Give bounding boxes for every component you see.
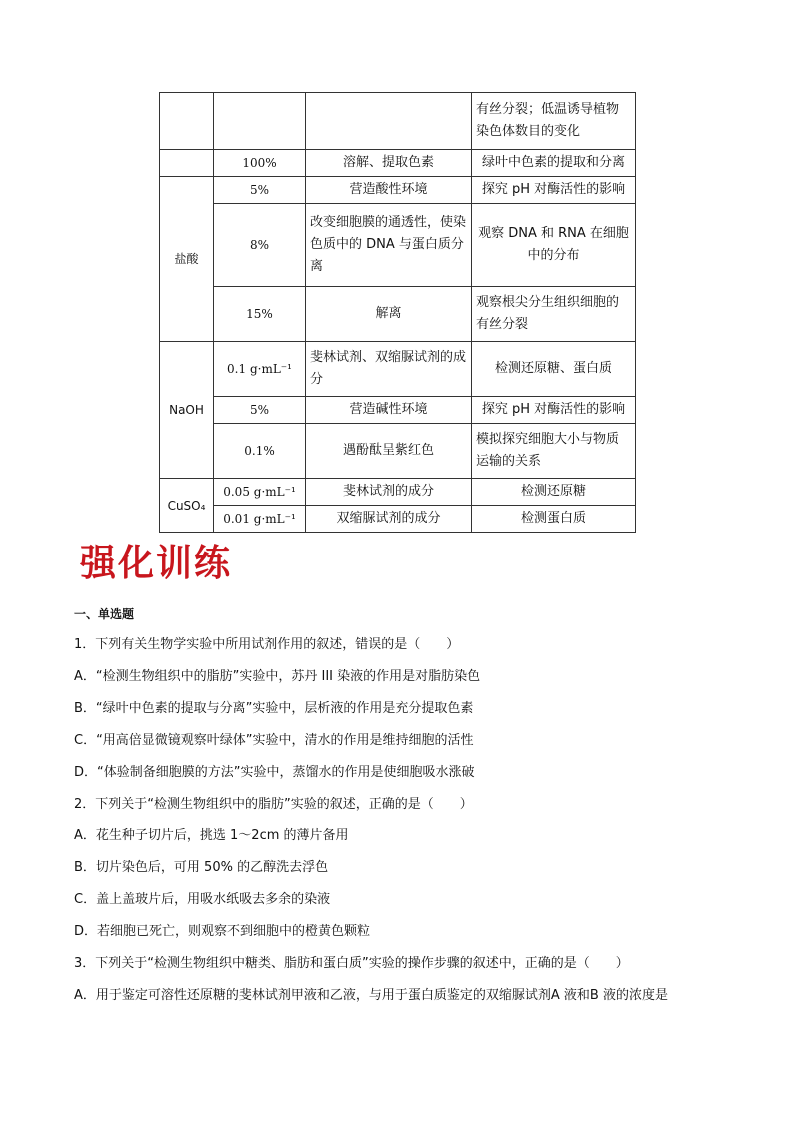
concentration-cell: 0.1 g·mL⁻¹ [214,342,306,397]
table-row [160,287,636,342]
concentration-cell: 0.05 g·mL⁻¹ [214,479,306,506]
answer-option: C．盖上盖玻片后，用吸水纸吸去多余的染液 [74,892,331,907]
concentration-cell [214,93,306,150]
concentration-cell: 8% [214,204,306,287]
experiment-cell: 有丝分裂；低温诱导植物染色体数目的变化 [472,93,636,150]
role-cell: 改变细胞膜的通透性，使染色质中的 DNA 与蛋白质分离 [306,204,472,287]
part-title: 一、单选题 [74,607,135,621]
role-cell: 斐林试剂的成分 [306,479,472,506]
answer-option: A．花生种子切片后，挑选 1～2cm 的薄片备用 [74,828,349,843]
answer-option: A．“检测生物组织中的脂肪”实验中，苏丹 III 染液的作用是对脂肪染色 [74,669,481,684]
experiment-cell: 观察根尖分生组织细胞的有丝分裂 [472,287,636,342]
concentration-cell: 100% [214,150,306,177]
table-row [160,177,636,204]
reagent-cell [160,93,214,150]
role-cell: 遇酚酞呈紫红色 [306,424,472,479]
role-cell: 溶解、提取色素 [306,150,472,177]
role-cell: 解离 [306,287,472,342]
experiment-cell: 模拟探究细胞大小与物质运输的关系 [472,424,636,479]
experiment-cell: 探究 pH 对酶活性的影响 [472,177,636,204]
reagent-cell: CuSO₄ [160,479,214,533]
experiment-cell: 观察 DNA 和 RNA 在细胞中的分布 [472,204,636,287]
experiment-cell: 绿叶中色素的提取和分离 [472,150,636,177]
table-row [160,506,636,533]
answer-option: B．切片染色后，可用 50% 的乙醇洗去浮色 [74,860,329,875]
experiment-cell: 检测蛋白质 [472,506,636,533]
question-stem: 2．下列关于“检测生物组织中的脂肪”实验的叙述，正确的是（ ） [74,797,473,812]
table-row [160,150,636,177]
table-row [160,342,636,397]
role-cell: 双缩脲试剂的成分 [306,506,472,533]
reagent-table [159,92,636,533]
table-row [160,397,636,424]
experiment-cell: 检测还原糖 [472,479,636,506]
table-row [160,93,636,150]
role-cell [306,93,472,150]
question-stem: 3．下列关于“检测生物组织中糖类、脂肪和蛋白质”实验的操作步骤的叙述中，正确的是（ ） [74,956,629,971]
experiment-cell: 探究 pH 对酶活性的影响 [472,397,636,424]
role-cell: 营造酸性环境 [306,177,472,204]
answer-option: C．“用高倍显微镜观察叶绿体”实验中，清水的作用是维持细胞的活性 [74,733,474,748]
reagent-cell [160,150,214,177]
concentration-cell: 0.1% [214,424,306,479]
concentration-cell: 15% [214,287,306,342]
concentration-cell: 0.01 g·mL⁻¹ [214,506,306,533]
section-heading: 强化训练 [80,542,233,584]
answer-option: A．用于鉴定可溶性还原糖的斐林试剂甲液和乙液，与用于蛋白质鉴定的双缩脲试剂A 液和B 液的浓度是 [74,988,668,1003]
concentration-cell: 5% [214,397,306,424]
table-row [160,424,636,479]
reagent-cell: NaOH [160,342,214,479]
concentration-cell: 5% [214,177,306,204]
experiment-cell: 检测还原糖、蛋白质 [472,342,636,397]
table-row [160,479,636,506]
question-stem: 1．下列有关生物学实验中所用试剂作用的叙述，错误的是（ ） [74,637,460,652]
role-cell: 斐林试剂、双缩脲试剂的成分 [306,342,472,397]
role-cell: 营造碱性环境 [306,397,472,424]
answer-option: D．若细胞已死亡，则观察不到细胞中的橙黄色颗粒 [74,924,371,939]
answer-option: B．“绿叶中色素的提取与分离”实验中，层析液的作用是充分提取色素 [74,701,474,716]
table-row [160,204,636,287]
answer-option: D．“体验制备细胞膜的方法”实验中，蒸馏水的作用是使细胞吸水涨破 [74,765,475,780]
reagent-cell: 盐酸 [160,177,214,342]
